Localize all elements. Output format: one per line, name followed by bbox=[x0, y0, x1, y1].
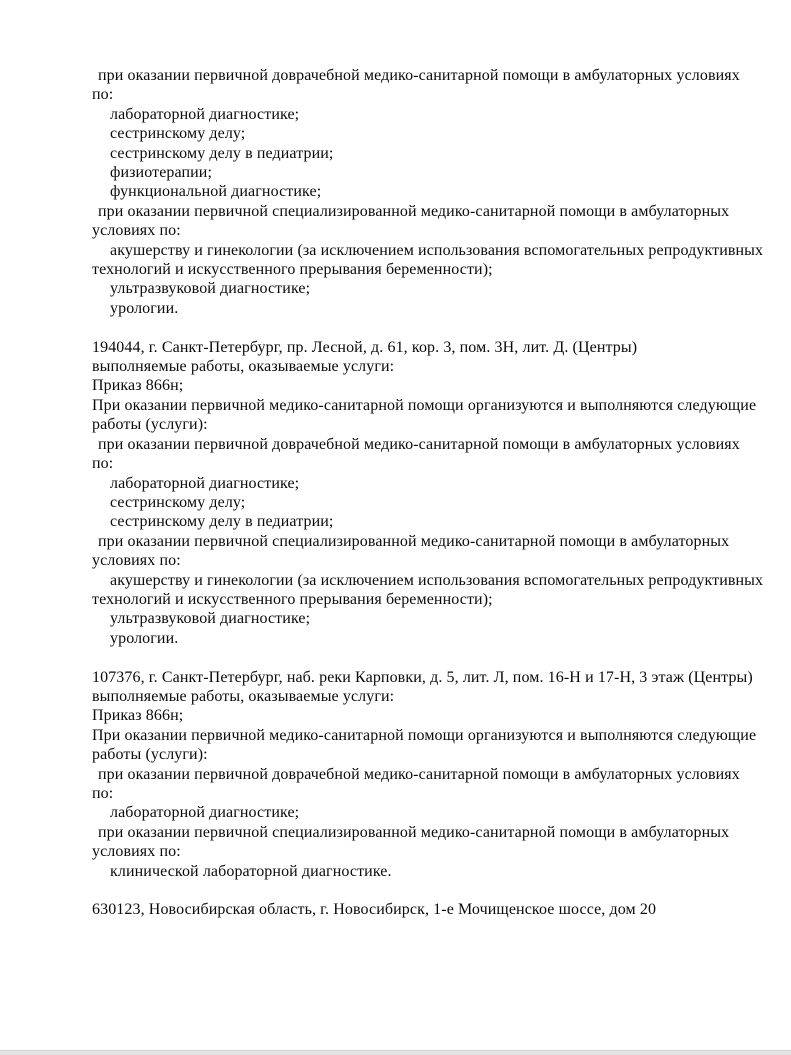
address-line: 107376, г. Санкт-Петербург, наб. реки Карповки, д. 5, лит. Л, пом. 16-Н и 17-Н, 3 этаж (Центры) bbox=[92, 668, 753, 686]
text-line: лабораторной диагностике; bbox=[110, 804, 300, 822]
text-line: ультразвуковой диагностике; bbox=[110, 610, 311, 628]
text-line: по: bbox=[92, 455, 114, 473]
text-line: лабораторной диагностике; bbox=[110, 474, 300, 492]
text-line: технологий и искусственного прерывания беременности); bbox=[92, 261, 493, 279]
text-line: лабораторной диагностике; bbox=[110, 105, 300, 123]
text-line: по: bbox=[92, 86, 114, 104]
text-line: Приказ 866н; bbox=[92, 377, 184, 395]
text-line: физиотерапии; bbox=[110, 164, 213, 182]
works-list-continuation-block bbox=[92, 66, 771, 318]
text-line: работы (услуги): bbox=[92, 416, 208, 434]
horizontal-scrollbar-track[interactable] bbox=[0, 1050, 791, 1055]
text-line: При оказании первичной медико-санитарной помощи организуются и выполняются следующие bbox=[92, 726, 757, 744]
text-line: ультразвуковой диагностике; bbox=[110, 280, 311, 298]
text-line: при оказании первичной специализированной медико-санитарной помощи в амбулаторных bbox=[98, 823, 730, 841]
text-line: урологии. bbox=[110, 299, 179, 317]
text-line: Приказ 866н; bbox=[92, 707, 184, 725]
text-line: При оказании первичной медико-санитарной помощи организуются и выполняются следующие bbox=[92, 396, 757, 414]
text-line: выполняемые работы, оказываемые услуги: bbox=[92, 358, 395, 376]
text-line: клинической лабораторной диагностике. bbox=[110, 862, 392, 880]
text-line: работы (услуги): bbox=[92, 746, 208, 764]
text-line: сестринскому делу в педиатрии; bbox=[110, 513, 334, 531]
address-block-194044 bbox=[92, 338, 771, 649]
text-line: при оказании первичной доврачебной медико-санитарной помощи в амбулаторных условиях bbox=[98, 765, 740, 783]
text-line: при оказании первичной доврачебной медико-санитарной помощи в амбулаторных условиях bbox=[98, 67, 740, 84]
license-document-text bbox=[92, 66, 771, 920]
address-line: 630123, Новосибирская область, г. Новосибирск, 1-е Мочищенское шоссе, дом 20 bbox=[92, 901, 657, 919]
text-line: при оказании первичной специализированной медико-санитарной помощи в амбулаторных bbox=[98, 202, 730, 220]
text-line: по: bbox=[92, 785, 114, 802]
text-line: сестринскому делу; bbox=[110, 125, 246, 143]
text-line: выполняемые работы, оказываемые услуги: bbox=[92, 687, 395, 705]
text-line: акушерству и гинекологии (за исключением использования вспомогательных репродуктивных bbox=[110, 241, 764, 259]
address-block-107376 bbox=[92, 668, 771, 881]
text-line: условиях по: bbox=[92, 222, 181, 240]
text-line: при оказании первичной специализированной медико-санитарной помощи в амбулаторных bbox=[98, 532, 730, 550]
text-line: акушерству и гинекологии (за исключением использования вспомогательных репродуктивных bbox=[110, 571, 764, 589]
address-line: 194044, г. Санкт-Петербург, пр. Лесной, д. 61, кор. 3, пом. 3Н, лит. Д. (Центры) bbox=[92, 338, 638, 356]
text-line: при оказании первичной доврачебной медико-санитарной помощи в амбулаторных условиях bbox=[98, 435, 740, 453]
text-line: сестринскому делу в педиатрии; bbox=[110, 144, 334, 162]
address-block-630123 bbox=[92, 900, 771, 919]
text-line: технологий и искусственного прерывания беременности); bbox=[92, 590, 493, 608]
text-line: сестринскому делу; bbox=[110, 493, 246, 511]
text-line: урологии. bbox=[110, 629, 179, 647]
text-line: функциональной диагностике; bbox=[110, 183, 322, 201]
text-line: условиях по: bbox=[92, 843, 181, 861]
text-line: условиях по: bbox=[92, 552, 181, 570]
